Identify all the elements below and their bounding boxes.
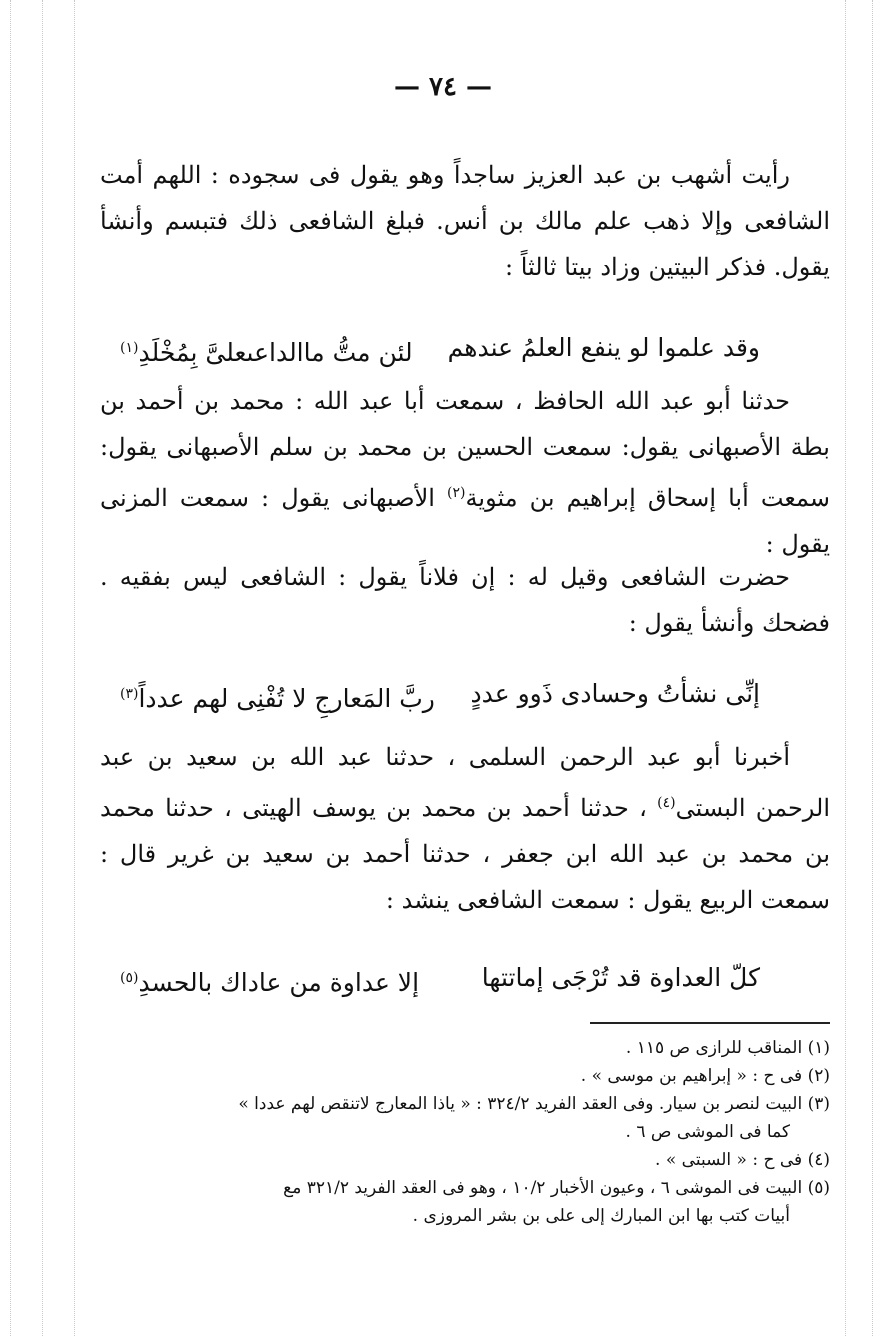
scan-margin-dots — [74, 0, 75, 1336]
footnote-3-continuation: كما فى الموشى ص ٦ . — [625, 1122, 790, 1142]
page-number: — ٧٤ — — [393, 72, 493, 102]
footnote-4: (٤) فى ح : « السبتى » . — [655, 1150, 830, 1170]
footnote-1: (١) المناقب للرازى ص ١١٥ . — [625, 1038, 830, 1058]
scan-margin-dots — [10, 0, 11, 1336]
verse-text: ربَّ المَعارجِ لا تُفْنِى لهم عدداً — [138, 684, 435, 714]
footnote-5-continuation: أبيات كتب بها ابن المبارك إلى على بن بشر المروزى . — [412, 1206, 790, 1226]
footnote-marker: (٤) — [657, 795, 676, 811]
footnote-marker: (٢) — [447, 485, 466, 501]
verse-3 — [120, 958, 760, 1003]
paragraph-text — [100, 734, 830, 923]
verse-hemistich-first: كلّ العداوة قد تُرْجَى إماتتها — [481, 963, 760, 992]
verse-text: لئن متُّ ماالداعىعلىَّ بِمُخْلَدِ — [138, 338, 413, 368]
verse-1 — [120, 328, 760, 373]
scan-margin-dots — [845, 0, 846, 1336]
verse-hemistich-second — [120, 958, 419, 1003]
footnote-separator — [590, 1022, 830, 1024]
scan-margin-dots — [42, 0, 43, 1336]
verse-hemistich-second — [120, 674, 435, 719]
footnotes — [110, 1034, 830, 1230]
paragraph-text-part: حدثنا أبو عبد الله الحافظ ، سمعت أبا عبد الله : محمد بن أحمد بن بطة الأصبهانى يقول: سمعت الحسين بن محمد بن سلم الأصبهانى يقول: سمعت أبا إسحاق إبراهيم بن مثوية — [100, 387, 830, 512]
verse-hemistich-second — [120, 328, 413, 373]
paragraph-4 — [100, 734, 830, 923]
paragraph-text-part: الأصبهانى يقول : سمعت المزنى يقول : — [100, 484, 830, 558]
paragraph-text-part: أخبرنا أبو عبد الرحمن السلمى ، حدثنا عبد الله بن سعيد بن عبد الرحمن البستى — [100, 743, 831, 822]
paragraph-3 — [100, 554, 830, 646]
verse-hemistich-first: إنِّى نشأتُ وحسادى ذَوو عددٍ — [470, 679, 760, 708]
scan-margin-dots — [872, 0, 873, 1336]
paragraph-text: رأيت أشهب بن عبد العزيز ساجداً وهو يقول فى سجوده : اللهم أمت الشافعى وإلا ذهب علم مالك بن أنس. فبلغ الشافعى ذلك فتبسم وأنشأ يقول. فذكر البيتين وزاد بيتا ثالثاً : — [100, 161, 830, 281]
paragraph-text — [100, 378, 830, 567]
footnote-2: (٢) فى ح : « إبراهيم بن موسى » . — [580, 1066, 830, 1086]
verse-hemistich-first: وقد علموا لو ينفع العلمُ عندهم — [447, 333, 760, 362]
paragraph-text: حضرت الشافعى وقيل له : إن فلاناً يقول : الشافعى ليس بفقيه . فضحك وأنشأ يقول : — [100, 563, 830, 637]
verse-2 — [120, 674, 760, 719]
footnote-3: (٣) البيت لنصر بن سيار. وفى العقد الفريد ٣٢٤/٢ : « ياذا المعارج لاتنقص لهم عددا » — [238, 1094, 830, 1114]
paragraph-text-part: ، حدثنا أحمد بن محمد بن يوسف الهيتى ، حدثنا محمد بن محمد بن عبد الله ابن جعفر ، حدثنا أحمد بن سعيد بن غرير قال : سمعت الربيع يقول : سمعت الشافعى ينشد : — [100, 794, 830, 914]
footnote-marker: (٥) — [120, 970, 139, 986]
footnote-5: (٥) البيت فى الموشى ٦ ، وعيون الأخبار ١٠/٢ ، وهو فى العقد الفريد ٣٢١/٢ مع — [283, 1178, 830, 1198]
paragraph-1 — [100, 152, 830, 290]
footnote-marker: (٣) — [120, 686, 139, 702]
footnote-marker: (١) — [120, 340, 139, 356]
paragraph-2 — [100, 378, 830, 567]
verse-text: إلا عداوة من عاداك بالحسدِ — [138, 968, 420, 998]
